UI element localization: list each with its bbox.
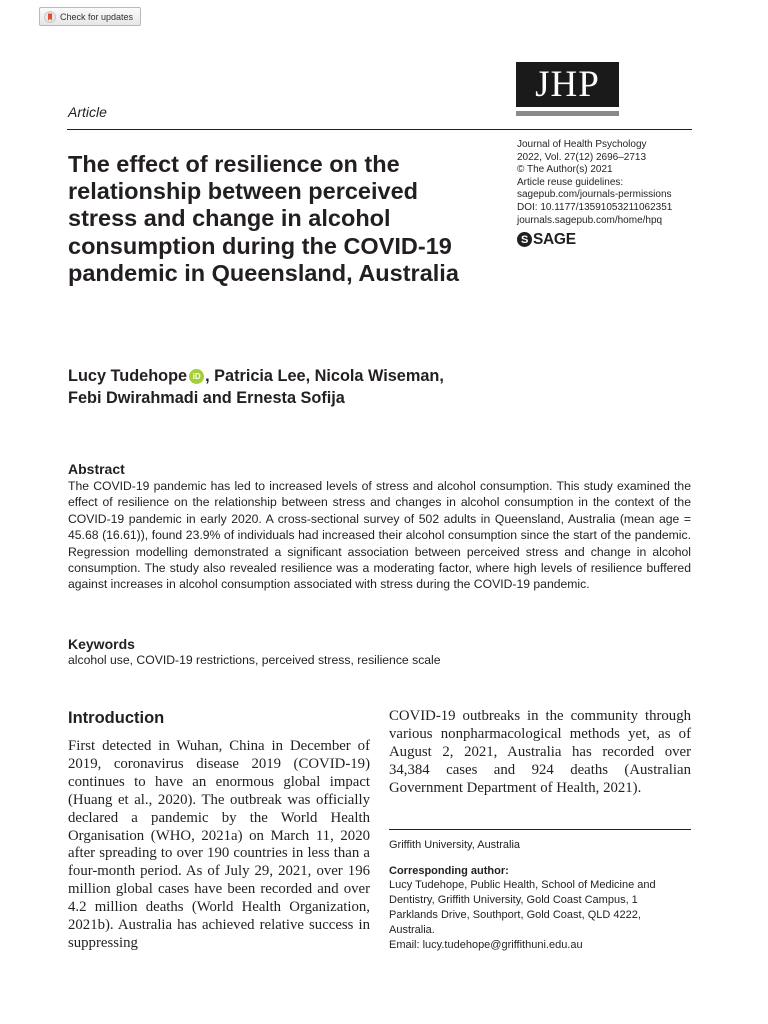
keywords-text: alcohol use, COVID-19 restrictions, perceived stress, resilience scale: [68, 653, 441, 667]
sage-s-icon: S: [517, 232, 532, 247]
journal-logo: JHP: [516, 62, 619, 107]
corresponding-author-details: [389, 878, 691, 953]
footnote-divider: [389, 829, 691, 830]
check-for-updates-button[interactable]: [39, 7, 141, 26]
corresponding-line: Lucy Tudehope, Public Health, School of Medicine and: [389, 879, 656, 891]
corresponding-email[interactable]: Email: lucy.tudehope@griffithuni.edu.au: [389, 939, 583, 951]
author-rest-line1: , Patricia Lee, Nicola Wiseman,: [205, 367, 444, 385]
abstract-heading: Abstract: [68, 461, 125, 477]
publisher-logo: [517, 231, 576, 248]
corresponding-author-heading: Corresponding author:: [389, 865, 509, 877]
doi-link[interactable]: DOI: 10.1177/13591053211062351: [517, 201, 673, 213]
journal-name: Journal of Health Psychology: [517, 139, 647, 150]
journal-logo-underline: [516, 111, 619, 116]
author-line2: Febi Dwirahmadi and Ernesta Sofija: [68, 389, 345, 407]
paper-title: The effect of resilience on the relationship between perceived stress and change in alcohol consumption during the COVID-19 pandemic in Queensland, Australia: [68, 151, 459, 286]
corresponding-line: Parklands Drive, Southport, Gold Coast, QLD 4222,: [389, 909, 641, 921]
header-divider: [67, 129, 692, 130]
corresponding-line: Dentistry, Griffith University, Gold Coast Campus, 1: [389, 894, 638, 906]
introduction-heading: Introduction: [68, 709, 165, 727]
reuse-guidelines-label: Article reuse guidelines:: [517, 176, 624, 188]
copyright-line: © The Author(s) 2021: [517, 164, 613, 176]
publisher-name: SAGE: [533, 230, 576, 248]
introduction-right-column: COVID-19 outbreaks in the community through various nonpharmacological methods yet, as of August 2, 2021, Australia has recorded over 34,384 cases and 924 deaths (Australian Government Department of Health, 2021).: [389, 708, 691, 796]
journal-metadata: [517, 139, 697, 227]
author-list: [68, 365, 528, 409]
affiliation: Griffith University, Australia: [389, 839, 521, 851]
journal-volume: 2022, Vol. 27(12) 2696–2713: [517, 151, 646, 163]
abstract-text: The COVID-19 pandemic has led to increased levels of stress and alcohol consumption. This study examined the effect of resilience on the relationship between stress and changes in alcohol consumption in the context of the COVID-19 pandemic in early 2020. A cross-sectional survey of 502 adults in Queensland, Australia (mean age = 45.68 (16.61)), found 23.9% of individuals had increased their alcohol consumption since the start of the pandemic. Regression modelling demonstrated a significant association between perceived stress and change in alcohol consumption. The study also revealed resilience was a moderating factor, where high levels of resilience buffered against increases in alcohol consumption associated with stress during the COVID-19 pandemic.: [68, 479, 691, 592]
article-type-label: Article: [68, 104, 107, 120]
check-for-updates-label: Check for updates: [60, 11, 134, 22]
journal-home-link[interactable]: journals.sagepub.com/home/hpq: [517, 214, 663, 226]
keywords-heading: Keywords: [68, 636, 135, 652]
permissions-link[interactable]: sagepub.com/journals-permissions: [517, 189, 672, 201]
introduction-left-column: First detected in Wuhan, China in December of 2019, coronavirus disease 2019 (COVID-19) continues to have an enormous global impact (Huang et al., 2020). The outbreak was officially declared a pandemic by the World Health Organisation (WHO, 2021a) on March 11, 2020 after spreading to over 190 countries in less than a four-month period. As of July 29, 2021, over 196 million global cases have been recorded and over 4.2 million deaths (World Health Organization, 2021b). Australia has achieved relative success in suppressing: [68, 738, 370, 951]
author-first: Lucy Tudehope: [68, 367, 188, 385]
bookmark-update-icon: [44, 11, 56, 23]
corresponding-line: Australia.: [389, 924, 435, 936]
orcid-icon[interactable]: iD: [189, 369, 204, 384]
